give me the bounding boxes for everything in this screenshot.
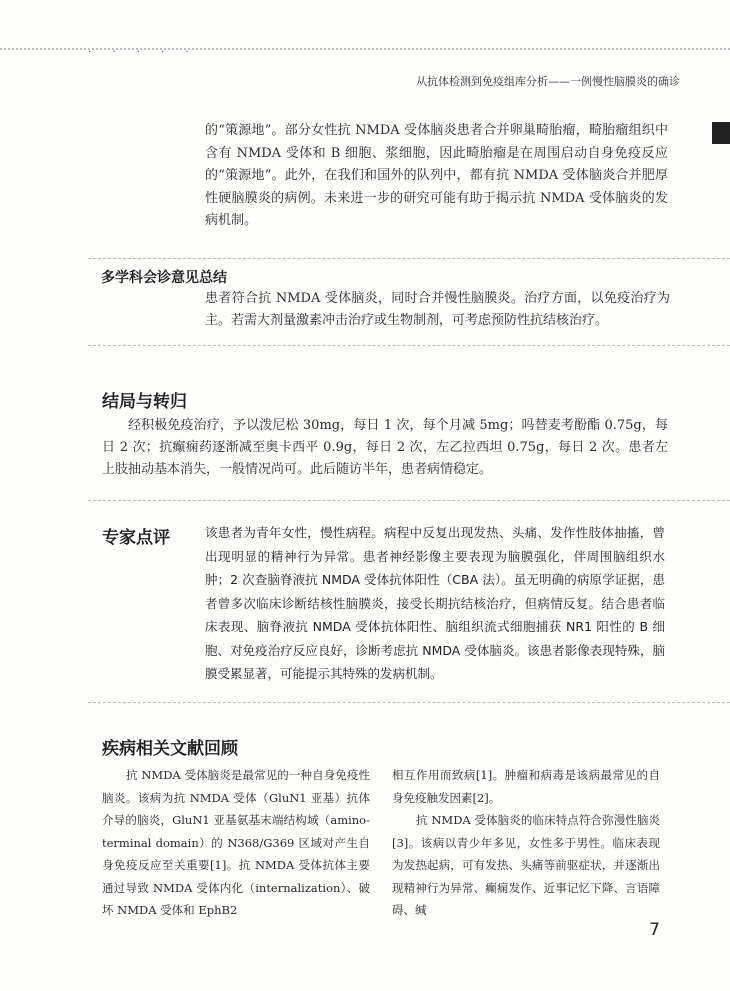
intro-paragraph: 的“策源地”。部分女性抗 NMDA 受体脑炎患者合并卵巢畸胎瘤，畸胎瘤组织中含有 NMDA 受体和 B 细胞、浆细胞，因此畸胎瘤是在周围启动自身免疫反应的“策源地”。此外，在我们和国外的队列中，都有抗 NMDA 受体脑炎合并肥厚性硬脑膜炎的病例。未来进一步的研究可能有助于揭示抗 NMDA 受体脑炎的发病机制。 — [205, 123, 668, 228]
section-divider — [88, 258, 730, 259]
section-divider — [88, 345, 730, 346]
outcome-body: 经积极免疫治疗，予以泼尼松 30mg，每日 1 次，每个月减 5mg；吗替麦考酚酯 0.75g，每日 2 次；抗癫痫药逐渐减至奥卡西平 0.9g，每日 2 次，左乙拉西坦 0.75g，每日 2 次。患者左上肢抽动基本消失，一般情况尚可。此后随访半年，患者病情稳定。 — [102, 418, 668, 477]
literature-right-column — [392, 764, 660, 922]
running-title: 从抗体检测到免疫组库分析——一例慢性脑膜炎的确诊 — [416, 75, 680, 88]
mdt-heading: 多学科会诊意见总结 — [101, 270, 227, 286]
literature-right-paragraph-1: 相互作用而致病[1]。肿瘤和病毒是该病最常见的自身免疫触发因素[2]。 — [392, 768, 660, 805]
page-number: 7 — [649, 920, 660, 940]
literature-left-column: 抗 NMDA 受体脑炎是最常见的一种自身免疫性脑炎。该病为抗 NMDA 受体（GluN1 亚基）抗体介导的脑炎，GluN1 亚基氨基末端结构域（amino-terminal domain）的 N368/G369 区域对产生自身免疫反应至关重要[1]。抗 NMDA 受体抗体主要通过导致 NMDA 受体内化（internalization）、破坏 NMDA 受体和 EphB2 — [102, 768, 370, 917]
literature-heading: 疾病相关文献回顾 — [102, 739, 238, 759]
chapter-tab-marker — [712, 122, 730, 144]
top-dot-accent: . . . . . — [88, 44, 198, 55]
expert-body: 该患者为青年女性，慢性病程。病程中反复出现发热、头痛、发作性肢体抽搐，曾出现明显的精神行为异常。患者神经影像主要表现为脑膜强化，伴周围脑组织水肿；2 次查脑脊液抗 NMDA 受体抗体阳性（CBA 法）。虽无明确的病原学证据，患者曾多次临床诊断结核性脑膜炎，接受长期抗结核治疗，但病情反复。结合患者临床表现、脑脊液抗 NMDA 受体抗体阳性、脑组织流式细胞捕获 NR1 阳性的 B 细胞、对免疫治疗反应良好，诊断考虑抗 NMDA 受体脑炎。该患者影像表现特殊，脑膜受累显著，可能提示其特殊的发病机制。 — [205, 525, 665, 681]
section-divider — [88, 702, 730, 703]
mdt-body: 患者符合抗 NMDA 受体脑炎，同时合并慢性脑膜炎。治疗方面，以免疫治疗为主。若需大剂量激素冲击治疗或生物制剂，可考虑预防性抗结核治疗。 — [205, 291, 670, 328]
literature-right-paragraph-2: 抗 NMDA 受体脑炎的临床特点符合弥漫性脑炎[3]。该病以青少年多见，女性多于男性。临床表现为发热起病，可有发热、头痛等前驱症状，并逐渐出现精神行为异常、癫痫发作、近事记忆下降、言语障碍、缄 — [392, 813, 660, 917]
section-divider — [88, 500, 730, 501]
expert-heading: 专家点评 — [102, 528, 170, 548]
outcome-heading: 结局与转归 — [102, 392, 187, 412]
